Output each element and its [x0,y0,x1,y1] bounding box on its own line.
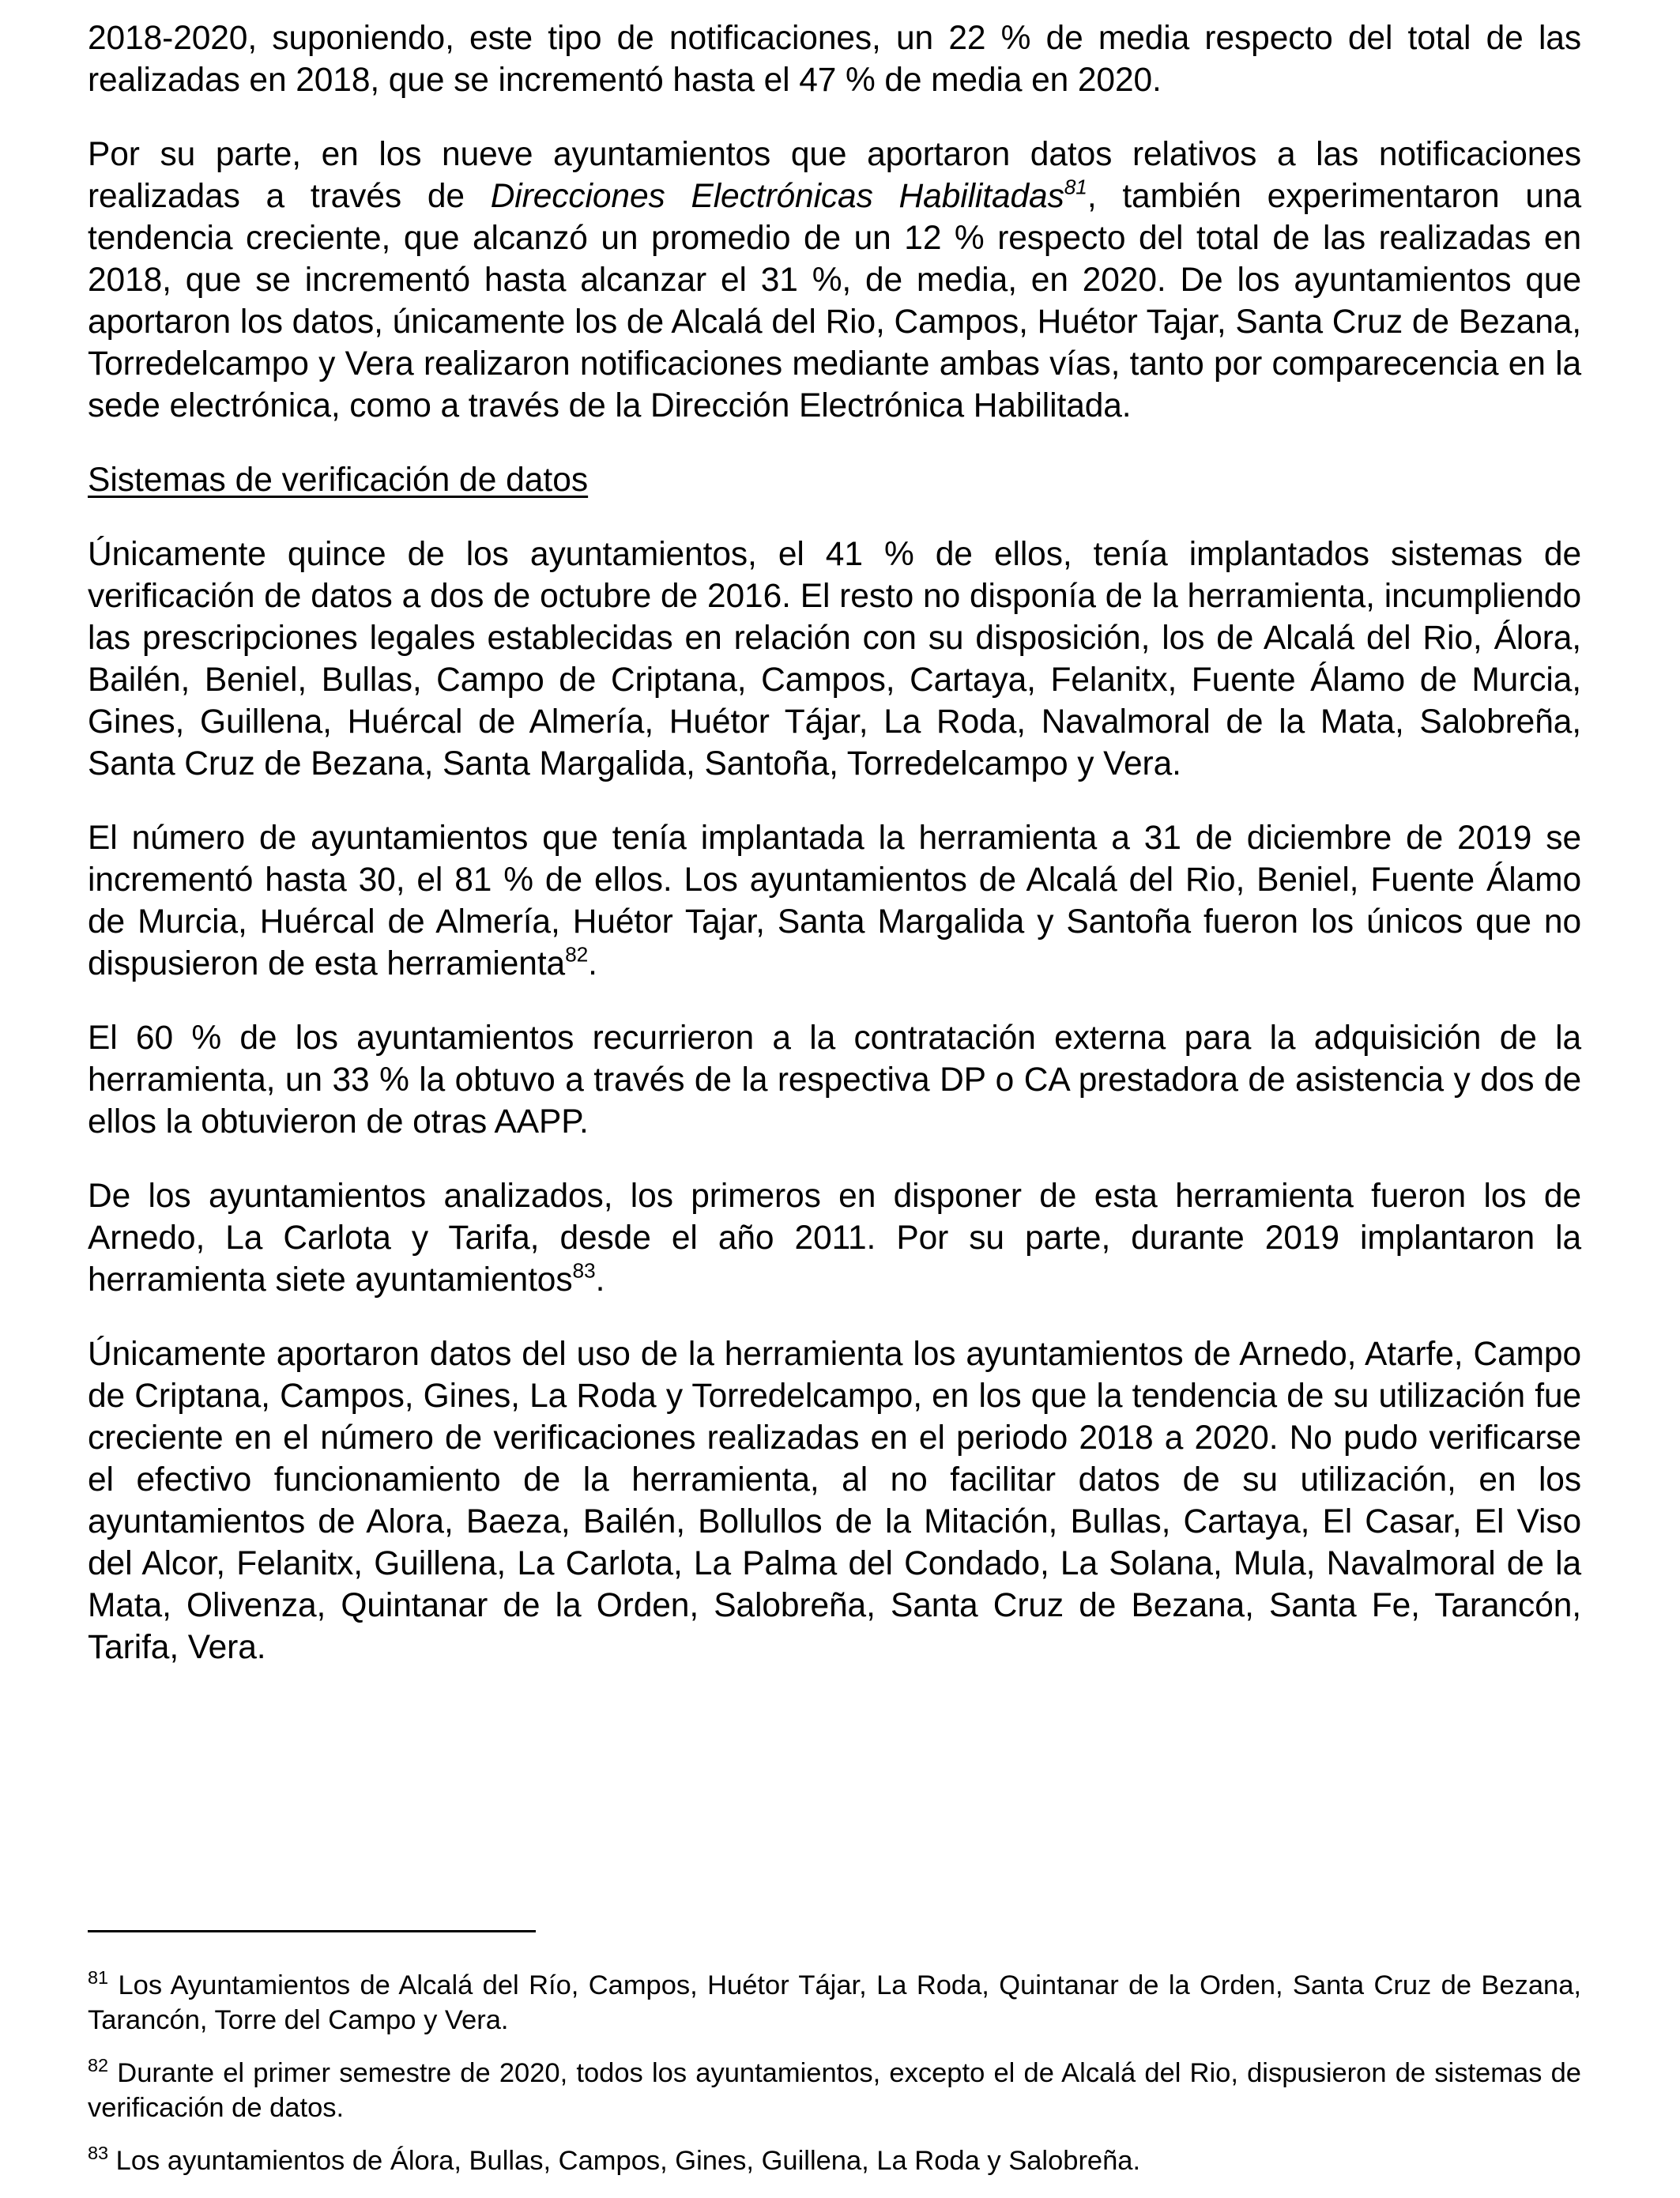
paragraph-text: El 60 % de los ayuntamientos recurrieron a la contratación externa para la adquisición de la herramienta, un 33 % la obtuvo a través de la respectiva DP o CA prestadora de asistencia y dos de ellos la obtuvieron de otras AAPP. [88,1020,1581,1140]
section-heading: Sistemas de verificación de datos [88,462,589,499]
intro-paragraphs [88,17,1581,427]
paragraph-text: Únicamente quince de los ayuntamientos, el 41 % de ellos, tenía implantados sistemas de verificación de datos a dos de octubre de 2016. El resto no disponía de la herramienta, incumpliendo las prescripciones legales establecidas en relación con su disposición, los de Alcalá del Rio, Álora, Bailén, Beniel, Bullas, Campo de Criptana, Campos, Cartaya, Felanitx, Fuente Álamo de Murcia, Gines, Guillena, Huércal de Almería, Huétor Tájar, La Roda, Navalmoral de la Mata, Salobreña, Santa Cruz de Bezana, Santa Margalida, Santoña, Torredelcampo y Vera. [88,536,1581,782]
footnote-reference[interactable]: 83 [572,1258,596,1283]
body-paragraph [88,1333,1581,1668]
footnote [88,2057,1581,2125]
footnote-number: 81 [88,1967,109,1989]
footnote-text: Durante el primer semestre de 2020, todos los ayuntamientos, excepto el de Alcalá del Rio, dispusieron de sistemas de verificación de datos. [88,2058,1581,2123]
body-paragraph [88,1175,1581,1301]
body-paragraph [88,1017,1581,1143]
footnote [88,1969,1581,2038]
footnote-number: 83 [88,2143,109,2164]
body-paragraph [88,533,1581,785]
footnote-text: Los Ayuntamientos de Alcalá del Río, Campos, Huétor Tájar, La Roda, Quintanar de la Orden, Santa Cruz de Bezana, Tarancón, Torre del Campo y Vera. [88,1970,1581,2035]
body-paragraph [88,817,1581,985]
paragraph-text: 2018-2020, suponiendo, este tipo de notificaciones, un 22 % de media respecto del total de las realizadas en 2018, que se incrementó hasta el 47 % de media en 2020. [88,20,1581,99]
document-page [88,17,1581,1701]
paragraph-text: , también experimentaron una tendencia creciente, que alcanzó un promedio de un 12 % respecto del total de las realizadas en 2018, que se incrementó hasta alcanzar el 31 %, de media, en 2020. De los ayuntamientos que aportaron los datos, únicamente los de Alcalá del Rio, Campos, Huétor Tajar, Santa Cruz de Bezana, Torredelcampo y Vera realizaron notificaciones mediante ambas vías, tanto por comparecencia en la sede electrónica, como a través de la Dirección Electrónica Habilitada. [88,178,1581,424]
paragraph-text: Por su parte, en los nueve ayuntamientos que aportaron datos relativos a las notificaciones realizadas a través de [88,136,1581,215]
italic-term: Direcciones Electrónicas Habilitadas [490,178,1064,215]
body-paragraph [88,134,1581,427]
footnote-reference[interactable]: 82 [565,942,589,967]
footnote-separator [88,1930,536,1932]
body-paragraph [88,17,1581,101]
footnote-text: Los ayuntamientos de Álora, Bullas, Campos, Gines, Guillena, La Roda y Salobreña. [108,2146,1141,2176]
paragraph-text: . [595,1261,605,1299]
footnote [88,2144,1581,2179]
footnote-reference[interactable]: 81 [1064,175,1087,199]
section-paragraphs [88,533,1581,1668]
paragraph-text: El número de ayuntamientos que tenía implantada la herramienta a 31 de diciembre de 2019 se incrementó hasta 30, el 81 % de ellos. Los ayuntamientos de Alcalá del Rio, Beniel, Fuente Álamo de Murcia, Huércal de Almería, Huétor Tajar, Santa Margalida y Santoña fueron los únicos que no dispusieron de esta herramienta [88,820,1581,982]
paragraph-text: De los ayuntamientos analizados, los primeros en disponer de esta herramienta fueron los de Arnedo, La Carlota y Tarifa, desde el año 2011. Por su parte, durante 2019 implantaron la herramienta siete ayuntamientos [88,1178,1581,1299]
paragraph-text: . [588,945,597,982]
footnotes [88,1969,1581,2198]
footnote-number: 82 [88,2055,109,2076]
paragraph-text: Únicamente aportaron datos del uso de la herramienta los ayuntamientos de Arnedo, Atarfe, Campo de Criptana, Campos, Gines, La Roda y Torredelcampo, en los que la tendencia de su utilización fue creciente en el número de verificaciones realizadas en el periodo 2018 a 2020. No pudo verificarse el efectivo funcionamiento de la herramienta, al no facilitar datos de su utilización, en los ayuntamientos de Alora, Baeza, Bailén, Bollullos de la Mitación, Bullas, Cartaya, El Casar, El Viso del Alcor, Felanitx, Guillena, La Carlota, La Palma del Condado, La Solana, Mula, Navalmoral de la Mata, Olivenza, Quintanar de la Orden, Salobreña, Santa Cruz de Bezana, Santa Fe, Tarancón, Tarifa, Vera. [88,1336,1581,1666]
